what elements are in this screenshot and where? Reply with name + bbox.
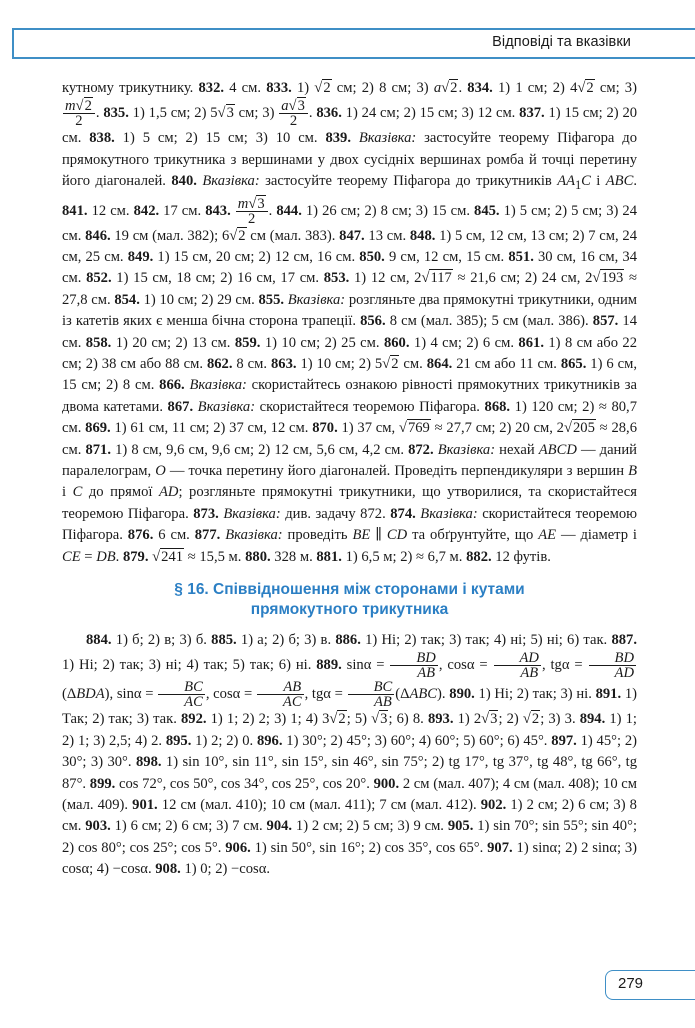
section-heading xyxy=(62,580,637,620)
answers-body xyxy=(62,78,637,881)
section-title-line1: § 16. Співвідношення між сторонами і кутами xyxy=(174,581,525,599)
page-number-box xyxy=(605,970,695,1000)
section-title-line2: прямокутного трикутника xyxy=(250,601,449,619)
page-number: 279 xyxy=(618,975,644,992)
running-header: Відповіді та вказівки xyxy=(492,34,631,50)
header-top-rule xyxy=(12,28,695,30)
header-left-rule xyxy=(12,28,14,58)
header-frame xyxy=(0,28,695,58)
header-bottom-rule xyxy=(12,57,695,59)
answers-paragraph-15: кутному трикутнику. 832. 4 см. 833. 1) √2 см; 2) 8 см; 3) a√2. 834. 1) 1 см; 2) 4√2 см; 3) $\frac{m√2}{2}$ . 835. 1) 1,5 см; 2) 5√3 см; 3) $\frac{a√3}{2}$ . 836. 1) 24 см; 2) 15 см; 3) 12 см. 837. 1) 15 см; 2) 20 см. 838. 1) 5 см; 2) 15 см; 3) 10 см. 839. Вказівка: застосуйте теорему Піфагора до прямокутного трикутника з вершинами у двох сусідніх вершинах ромба й точці перетину його діагоналей. 840. Вказівка: застосуйте теорему Піфагора до трикутників $AA_1C$ і ABC. 841. 12 см. 842. 17 см. 843. $\frac{m√3}{2}$ . 844. 1) 26 см; 2) 8 см; 3) 15 см. 845. 1) 5 см; 2) 5 см; 3) 24 см. 846. 19 см (мал. 382); 6√2 см (мал. 383). 847. 13 см. 848. 1) 5 см, 12 см, 13 см; 2) 7 см, 24 см, 25 см. 849. 1) 15 см, 20 см; 2) 12 см, 16 см. 850. 9 см, 12 см, 15 см. 851. 30 см, 16 см, 34 см. 852. 1) 15 см, 18 см; 2) 16 см, 17 см. 853. 1) 12 см, 2√117 ≈ 21,6 см; 2) 24 см, 2√193 ≈ 27,8 см. 854. 1) 10 см; 2) 29 см. 855. Вказівка: розгляньте два прямокутні трикутники, одним із катетів яких є менша бічна сторона трапеції. 856. 8 см (мал. 385); 5 см (мал. 386). 857. 14 см. 858. 1) 20 см; 2) 13 см. 859. 1) 10 см; 2) 25 см. 860. 1) 4 см; 2) 6 см. 861. 1) 8 см або 22 см; 2) 38 см або 88 см. 862. 8 см. 863. 1) 10 см; 2) 5√2 см. 864. 21 см або 11 см. 865. 1) 6 см, 15 см; 2) 8 см. 866. Вказівка: скористайтесь ознакою рівності прямокутних трикутників за двома катетами. 867. Вказівка: скористайтеся теоремою Піфагора. 868. 1) 120 см; 2) ≈ 80,7 см. 869. 1) 61 см, 11 см; 2) 37 см, 12 см. 870. 1) 37 см, √769 ≈ 27,7 см; 2) 20 см, 2√205 ≈ 28,6 см. 871. 1) 8 см, 9,6 см, 9,6 см; 2) 12 см, 5,6 см, 4,2 см. 872. Вказівка: нехай ABCD — даний паралелограм, O — точка перетину його діагоналей. Проведіть перпендикуляри з вершин B і C до прямої AD; розгляньте прямокутні трикутники, що утворилися, та скористайтеся теоремою Піфагора. 873. Вказівка: див. задачу 872. 874. Вказівка: скористайтеся теоремою Піфагора. 876. 6 см. 877. Вказівка: проведіть BE ∥ CD та обґрунтуйте, що AE — діаметр і CE = DB. 879. √241 ≈ 15,5 м. 880. 328 м. 881. 1) 6,5 м; 2) ≈ 6,7 м. 882. 12 футів. xyxy=(62,80,638,565)
answers-paragraph-16: 884. 1) б; 2) в; 3) б. 885. 1) а; 2) б; 3) в. 886. 1) Ні; 2) так; 3) так; 4) ні; 5) ні; 6) так. 887. 1) Ні; 2) так; 3) ні; 4) так; 5) так; 6) ні. 889. sinα = $\frac{BD}{AB}$ , cosα = $\frac{AD}{AB}$ , tgα = $\frac{BD}{AD}$ (ΔBDA), sinα = $\frac{BC}{AC}$ , cosα = $\frac{AB}{AC}$ , tgα = $\frac{BC}{AB}$ (ΔABC). 890. 1) Ні; 2) так; 3) ні. 891. 1) Так; 2) так; 3) так. 892. 1) 1; 2) 2; 3) 1; 4) 3√2; 5) √3; 6) 8. 893. 1) 2√3; 2) √2; 3) 3. 894. 1) 1; 2) 1; 3) 2,5; 4) 2. 895. 1) 2; 2) 0. 896. 1) 30°; 2) 45°; 3) 60°; 4) 60°; 5) 60°; 6) 45°. 897. 1) 45°; 2) 30°; 3) 30°. 898. 1) sin 10°, sin 11°, sin 15°, sin 46°, sin 75°; 2) tg 17°, tg 37°, tg 48°, tg 66°, tg 87°. 899. cos 72°, cos 50°, cos 34°, cos 25°, cos 20°. 900. 2 см (мал. 407); 4 см (мал. 408); 10 см (мал. 409). 901. 12 см (мал. 410); 10 см (мал. 411); 7 см (мал. 412). 902. 1) 2 см; 2) 6 см; 3) 8 см. 903. 1) 6 см; 2) 6 см; 3) 7 см. 904. 1) 2 см; 2) 5 см; 3) 9 см. 905. 1) sin 70°; sin 55°; sin 40°; 2) cos 80°; cos 25°; cos 5°. 906. 1) sin 50°, sin 16°; 2) cos 35°, cos 65°. 907. 1) sinα; 2) 2 sinα; 3) cosα; 4) −cosα. 908. 1) 0; 2) −cosα. xyxy=(62,632,638,878)
